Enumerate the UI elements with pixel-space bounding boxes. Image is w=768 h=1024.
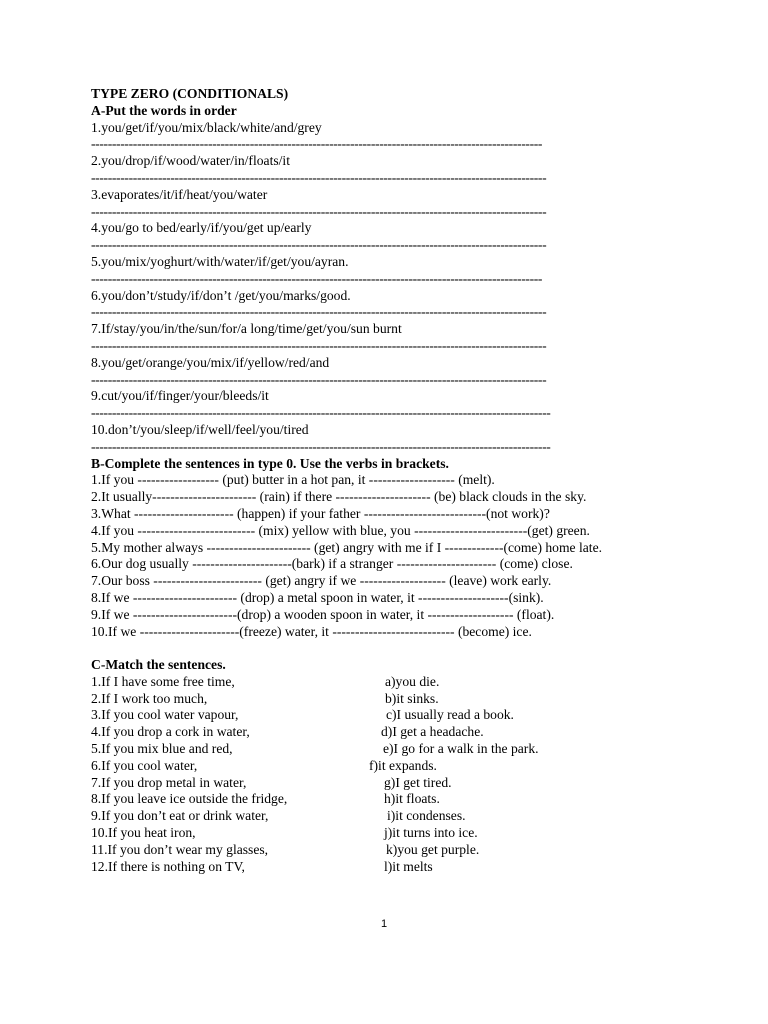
match-row [91,758,691,775]
match-row [91,775,691,792]
list-item [91,321,691,355]
match-result: k)you get purple. [386,841,480,857]
match-condition: 2.If I work too much, [91,690,208,706]
scrambled-sentence: 3.evaporates/it/if/heat/you/water [91,186,268,202]
worksheet-page [91,86,691,875]
page-number: 1 [380,918,388,930]
match-row [91,825,691,842]
match-row [91,707,691,724]
section-spacer [91,640,691,657]
list-item [91,288,691,322]
match-condition: 6.If you cool water, [91,757,198,773]
match-result: b)it sinks. [385,690,439,706]
fill-in-sentence: 9.If we -----------------------(drop) a wooden spoon in water, it ------------------- (float). [91,606,555,622]
fill-in-sentence: 2.It usually----------------------- (rain) if there --------------------- (be) black clouds in the sky. [91,489,587,505]
match-condition: 1.If I have some free time, [91,673,235,689]
scrambled-sentence: 4.you/go to bed/early/if/you/get up/early [91,220,312,236]
answer-line: ------------------------------------------------------------------------------------------------------------ [91,270,543,286]
match-result: h)it floats. [384,791,440,807]
scrambled-sentence: 6.you/don’t/study/if/don’t /get/you/marks/good. [91,287,351,303]
match-condition: 8.If you leave ice outside the fridge, [91,791,288,807]
list-item [91,254,691,288]
section-c-heading: C-Match the sentences. [91,657,226,673]
answer-line: -------------------------------------------------------------------------------------------------------------- [91,405,551,421]
match-result: j)it turns into ice. [384,825,478,841]
list-item [91,355,691,389]
match-result: i)it condenses. [387,808,466,824]
fill-in-sentence: 8.If we ----------------------- (drop) a metal spoon in water, it --------------------(sink). [91,589,544,605]
match-row [91,741,691,758]
section-b-heading: B-Complete the sentences in type 0. Use the verbs in brackets. [91,455,449,471]
scrambled-sentence: 9.cut/you/if/finger/your/bleeds/it [91,388,269,404]
answer-line: -------------------------------------------------------------------------------------------------------------- [91,438,551,454]
scrambled-sentence: 5.you/mix/yoghurt/with/water/if/get/you/ayran. [91,253,349,269]
match-row [91,808,691,825]
match-condition: 9.If you don’t eat or drink water, [91,808,269,824]
match-condition: 10.If you heat iron, [91,825,196,841]
match-condition: 5.If you mix blue and red, [91,741,233,757]
match-condition: 4.If you drop a cork in water, [91,724,250,740]
list-item [91,220,691,254]
fill-in-sentence: 7.Our boss ------------------------ (get) angry if we ------------------- (leave) work early. [91,573,552,589]
worksheet-title: TYPE ZERO (CONDITIONALS) [91,86,289,101]
match-result: a)you die. [385,673,440,689]
answer-line: ------------------------------------------------------------------------------------------------------------- [91,203,547,219]
section-a-heading: A-Put the words in order [91,102,237,118]
fill-in-sentence: 5.My mother always ----------------------- (get) angry with me if I -------------(come) home late. [91,539,603,555]
section-b [91,456,691,641]
fill-in-sentence: 10.If we ----------------------(freeze) water, it --------------------------- (become) ice. [91,623,532,639]
answer-line: ------------------------------------------------------------------------------------------------------------- [91,371,547,387]
match-result: f)it expands. [369,757,437,773]
list-item [91,120,691,154]
fill-in-sentence: 6.Our dog usually ----------------------(bark) if a stranger ---------------------- (come) close. [91,556,573,572]
match-row [91,691,691,708]
list-item [91,187,691,221]
section-c [91,657,691,875]
scrambled-sentence: 10.don’t/you/sleep/if/well/feel/you/tired [91,421,309,437]
scrambled-sentence: 8.you/get/orange/you/mix/if/yellow/red/and [91,354,330,370]
fill-in-sentence: 4.If you -------------------------- (mix) yellow with blue, you -------------------------(get) green. [91,522,590,538]
fill-in-sentence: 1.If you ------------------ (put) butter in a hot pan, it ------------------- (melt). [91,472,495,488]
match-condition: 3.If you cool water vapour, [91,707,239,723]
match-condition: 7.If you drop metal in water, [91,774,247,790]
section-a [91,103,691,456]
match-row [91,842,691,859]
match-row [91,791,691,808]
match-result: e)I go for a walk in the park. [383,741,539,757]
list-item [91,422,691,456]
match-result: c)I usually read a book. [386,707,514,723]
scrambled-sentence: 2.you/drop/if/wood/water/in/floats/it [91,153,290,169]
match-result: d)I get a headache. [381,724,484,740]
match-result: l)it melts [384,858,433,874]
list-item [91,153,691,187]
answer-line: ------------------------------------------------------------------------------------------------------------- [91,304,547,320]
scrambled-sentence: 1.you/get/if/you/mix/black/white/and/grey [91,119,322,135]
answer-line: ------------------------------------------------------------------------------------------------------------- [91,169,547,185]
match-condition: 11.If you don’t wear my glasses, [91,841,269,857]
match-row [91,724,691,741]
answer-line: ------------------------------------------------------------------------------------------------------------- [91,337,547,353]
match-result: g)I get tired. [384,774,452,790]
match-row [91,859,691,876]
fill-in-sentence: 3.What ---------------------- (happen) if your father ---------------------------(not work)? [91,505,550,521]
match-condition: 12.If there is nothing on TV, [91,858,245,874]
match-row [91,674,691,691]
scrambled-sentence: 7.If/stay/you/in/the/sun/for/a long/time/get/you/sun burnt [91,321,402,337]
answer-line: ------------------------------------------------------------------------------------------------------------ [91,136,543,152]
answer-line: ------------------------------------------------------------------------------------------------------------- [91,237,547,253]
list-item [91,388,691,422]
